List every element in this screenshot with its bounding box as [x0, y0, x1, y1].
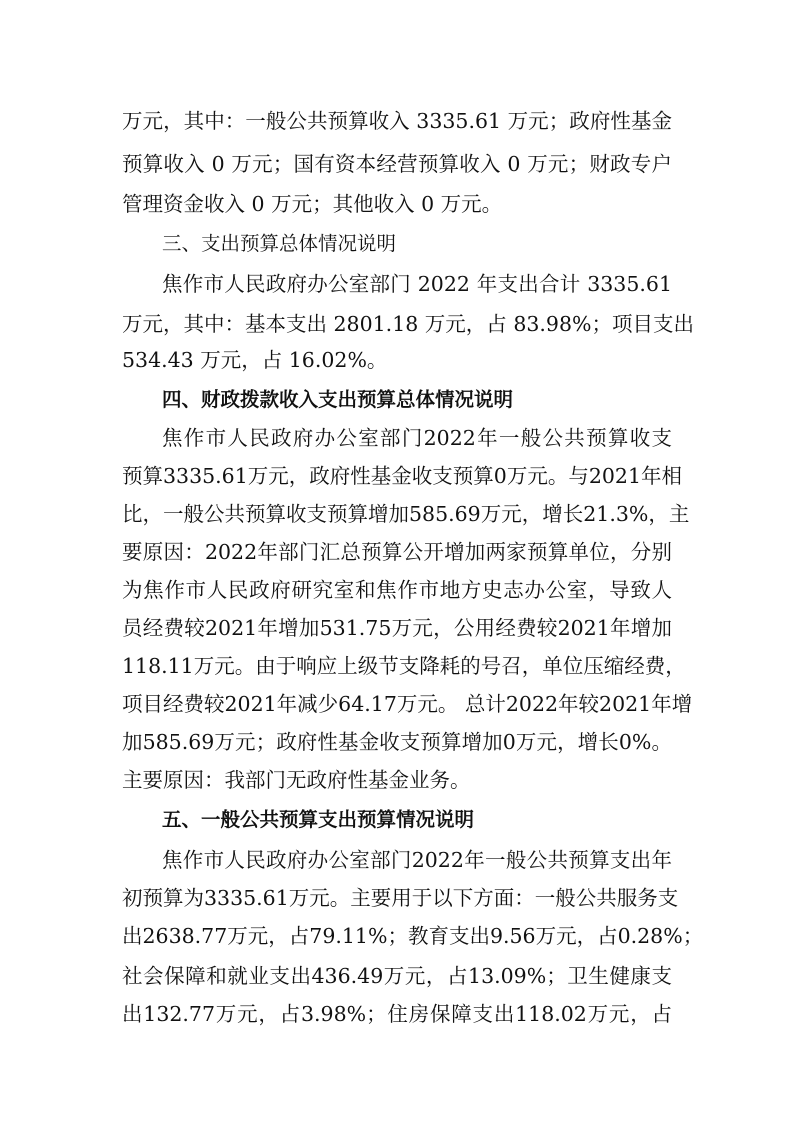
paragraph-line: 管理资金收入 0 万元；其他收入 0 万元。: [122, 192, 503, 216]
paragraph-line: 焦作市人民政府办公室部门 2022 年支出合计 3335.61: [162, 272, 672, 296]
paragraph-line: 万元，其中：一般公共预算收入 3335.61 万元；政府性基金: [122, 109, 672, 133]
paragraph-line: 出132.77万元，占3.98%；住房保障支出118.02万元，占: [122, 1002, 672, 1026]
paragraph-line: 万元，其中：基本支出 2801.18 万元，占 83.98%；项目支出: [122, 312, 694, 336]
paragraph-line: 社会保障和就业支出436.49万元，占13.09%；卫生健康支: [122, 964, 672, 988]
paragraph-line: 534.43 万元，占 16.02%。: [122, 348, 388, 372]
paragraph-line: 初预算为3335.61万元。主要用于以下方面：一般公共服务支: [122, 886, 679, 910]
paragraph-line: 118.11万元。由于响应上级节支降耗的号召，单位压缩经费，: [122, 654, 686, 678]
paragraph-line: 预算3335.61万元，政府性基金收支预算0万元。与2021年相: [122, 464, 682, 488]
paragraph-line: 主要原因：我部门无政府性基金业务。: [122, 768, 471, 792]
paragraph-line: 出2638.77万元，占79.11%；教育支出9.56万元，占0.28%；: [122, 924, 704, 948]
paragraph-line: 加585.69万元；政府性基金收支预算增加0万元，增长0%。: [122, 730, 672, 754]
paragraph-line: 员经费较2021年增加531.75万元，公用经费较2021年增加: [122, 616, 672, 640]
paragraph-line: 预算收入 0 万元；国有资本经营预算收入 0 万元；财政专户: [122, 152, 672, 176]
paragraph-line: 项目经费较2021年减少64.17万元。 总计2022年较2021年增: [122, 692, 693, 716]
section-heading: 五、一般公共预算支出预算情况说明: [162, 808, 475, 831]
section-heading: 四、财政拨款收入支出预算总体情况说明: [162, 388, 514, 411]
paragraph-line: 焦作市人民政府办公室部门2022年一般公共预算支出年: [162, 848, 672, 872]
paragraph-line: 为焦作市人民政府研究室和焦作市地方史志办公室，导致人: [122, 578, 672, 602]
paragraph-line: 焦作市人民政府办公室部门2022年一般公共预算收支: [162, 426, 672, 450]
paragraph-line: 要原因：2022年部门汇总预算公开增加两家预算单位，分别: [122, 540, 672, 564]
paragraph-line: 比，一般公共预算收支预算增加585.69万元，增长21.3%，主: [122, 502, 690, 526]
section-heading: 三、支出预算总体情况说明: [162, 232, 397, 255]
